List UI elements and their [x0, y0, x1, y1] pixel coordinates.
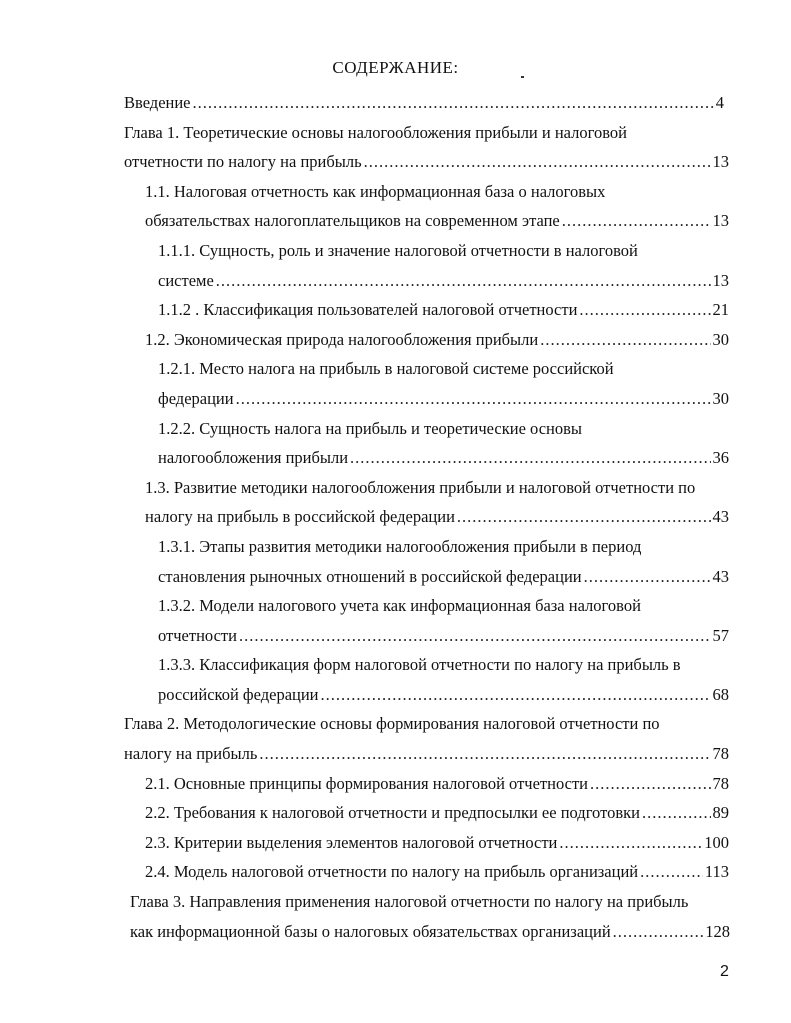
toc-entry-page: 68 [712, 684, 729, 704]
toc-entry-page: 78 [712, 773, 729, 793]
toc-entry-page: 4 [715, 93, 724, 112]
toc-entry-page: 78 [712, 744, 729, 764]
toc-entry-section-2-1[interactable] [145, 769, 729, 799]
toc-entry-page: 36 [712, 448, 729, 468]
toc-entry-section-1-2[interactable] [145, 325, 729, 355]
dot-leader [640, 857, 703, 887]
toc-entry-subsection-1-3-3[interactable] [158, 650, 729, 709]
toc-entry-title: 2.3. Критерии выделения элементов налоговой отчетности [145, 832, 558, 852]
toc-entry-subsection-1-2-2[interactable] [158, 414, 729, 473]
dot-leader [321, 680, 711, 710]
toc-entry-chapter-2[interactable] [124, 709, 729, 768]
toc-entry-page: 43 [712, 566, 729, 586]
toc-entry-title-cont: налогу на прибыль в российской федерации [145, 507, 455, 527]
toc-entry-page: 21 [712, 300, 729, 320]
page-title: СОДЕРЖАНИЕ: [332, 58, 459, 77]
toc-entry-page: 13 [712, 270, 729, 290]
toc-entry-title-cont: системе [158, 270, 214, 290]
toc-entry-subsection-1-3-1[interactable] [158, 532, 729, 591]
dot-leader [613, 917, 704, 947]
toc-entry-title: Введение [124, 93, 191, 112]
toc-entry-subsection-1-1-1[interactable] [158, 236, 729, 295]
toc-entry-title-cont: налогообложения прибыли [158, 448, 349, 468]
dot-leader [579, 295, 710, 325]
dot-leader [236, 384, 711, 414]
dot-leader [364, 147, 711, 177]
toc-entry-title-cont: отчетности по налогу на прибыль [124, 152, 362, 172]
dot-leader [457, 502, 711, 532]
table-of-contents [0, 88, 791, 946]
page-number: 2 [720, 963, 729, 980]
toc-entry-title: 1.1.1. Сущность, роль и значение налоговой отчетности в налоговой [158, 240, 638, 260]
toc-entry-chapter-1[interactable] [124, 118, 729, 177]
toc-entry-section-1-3[interactable] [145, 473, 729, 532]
toc-entry-title: 2.1. Основные принципы формирования налоговой отчетности [145, 773, 588, 793]
toc-entry-title-cont: налогу на прибыль [124, 744, 258, 764]
toc-entry-section-2-4[interactable] [145, 857, 729, 887]
toc-entry-page: 100 [704, 832, 729, 852]
toc-entry-page: 128 [705, 921, 730, 941]
toc-entry-title-cont: российской федерации [158, 684, 319, 704]
toc-entry-title: 1.3.2. Модели налогового учета как информационная база налоговой [158, 596, 641, 616]
toc-entry-introduction[interactable] [124, 88, 724, 118]
toc-entry-title: 1.3.3. Классификация форм налоговой отчетности по налогу на прибыль в [158, 655, 681, 675]
toc-entry-title-cont: отчетности [158, 625, 237, 645]
dot-leader [540, 325, 710, 355]
dot-leader [562, 206, 711, 236]
toc-entry-page: 57 [712, 625, 729, 645]
dot-leader [590, 769, 711, 799]
toc-entry-subsection-1-1-2[interactable] [158, 295, 729, 325]
toc-entry-subsection-1-3-2[interactable] [158, 591, 729, 650]
toc-entry-section-1-1[interactable] [145, 177, 729, 236]
dot-leader [584, 562, 711, 592]
toc-entry-page: 30 [712, 329, 729, 349]
toc-entry-title: 1.1.2 . Классификация пользователей налоговой отчетности [158, 300, 578, 320]
toc-entry-page: 89 [712, 803, 729, 823]
toc-entry-title: 1.2.2. Сущность налога на прибыль и теоретические основы [158, 418, 582, 438]
dot-leader [559, 828, 702, 858]
toc-entry-page: 43 [712, 507, 729, 527]
dot-leader [350, 443, 710, 473]
dot-leader [259, 739, 710, 769]
toc-entry-title: 1.2. Экономическая природа налогообложения прибыли [145, 329, 539, 349]
toc-entry-subsection-1-2-1[interactable] [158, 354, 729, 413]
toc-entry-title-cont: становления рыночных отношений в российской федерации [158, 566, 582, 586]
toc-entry-section-2-2[interactable] [145, 798, 729, 828]
dot-leader [642, 798, 711, 828]
toc-entry-title: 2.2. Требования к налоговой отчетности и предпосылки ее подготовки [145, 803, 640, 823]
toc-entry-title-cont: обязательствах налогоплательщиков на современном этапе [145, 211, 560, 231]
toc-entry-title: 1.1. Налоговая отчетность как информационная база о налоговых [145, 181, 606, 201]
toc-entry-title: 1.3. Развитие методики налогообложения прибыли и налоговой отчетности по [145, 477, 696, 497]
dot-leader [193, 88, 714, 118]
toc-entry-title-cont: как информационной базы о налоговых обязательствах организаций [130, 921, 611, 941]
toc-entry-page: 13 [712, 211, 729, 231]
toc-entry-title: Глава 2. Методологические основы формирования налоговой отчетности по [124, 714, 660, 734]
toc-entry-section-2-3[interactable] [145, 828, 729, 858]
toc-entry-chapter-3[interactable] [130, 887, 730, 946]
toc-entry-title: 1.2.1. Место налога на прибыль в налоговой системе российской [158, 359, 614, 379]
dot-leader [216, 266, 711, 296]
toc-entry-title-cont: федерации [158, 388, 234, 408]
toc-entry-title: 1.3.1. Этапы развития методики налогообложения прибыли в период [158, 536, 642, 556]
toc-entry-page: 113 [704, 862, 729, 882]
toc-entry-page: 13 [712, 152, 729, 172]
toc-entry-title: Глава 1. Теоретические основы налогообложения прибыли и налоговой [124, 122, 627, 142]
toc-entry-page: 30 [712, 388, 729, 408]
toc-entry-title: 2.4. Модель налоговой отчетности по налогу на прибыль организаций [145, 862, 639, 882]
dot-leader [239, 621, 711, 651]
toc-entry-title: Глава 3. Направления применения налоговой отчетности по налогу на прибыль [130, 892, 689, 912]
